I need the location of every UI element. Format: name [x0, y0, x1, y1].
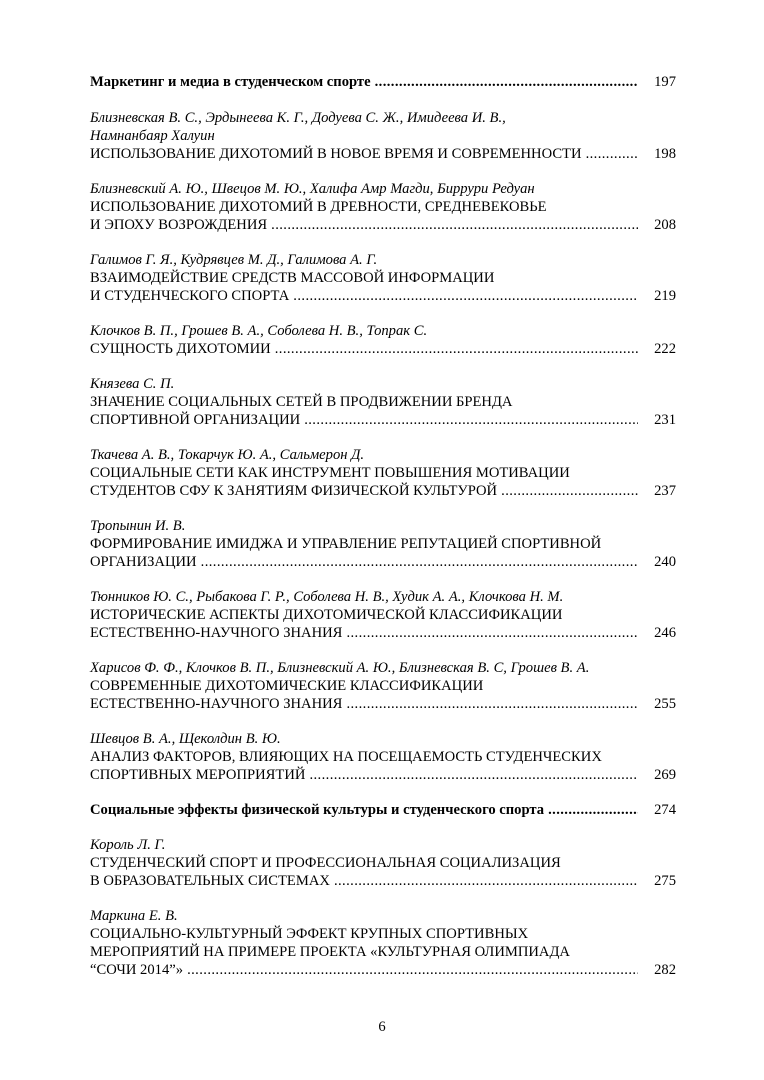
- toc-page-number: 219: [654, 288, 676, 304]
- toc-article-title: СПОРТИВНЫХ МЕРОПРИЯТИЙ .....: [90, 765, 638, 785]
- toc-article-title: СОЦИАЛЬНО-КУЛЬТУРНЫЙ ЭФФЕКТ КРУПНЫХ СПОРТИВНЫХ: [90, 926, 529, 942]
- toc-authors: Король Л. Г.: [90, 837, 166, 853]
- toc-authors: Харисов Ф. Ф., Клочков В. П., Близневский А. Ю., Близневская В. С, Грошев В. А.: [90, 660, 590, 676]
- toc-article-title: “СОЧИ 2014”» .....: [90, 960, 638, 980]
- toc-article-title: СОВРЕМЕННЫЕ ДИХОТОМИЧЕСКИЕ КЛАССИФИКАЦИИ: [90, 678, 484, 694]
- toc-authors: Тюнников Ю. С., Рыбакова Г. Р., Соболева Н. В., Худик А. А., Клочкова Н. М.: [90, 589, 564, 605]
- toc-authors: Тропынин И. В.: [90, 518, 186, 534]
- toc-article-title: ЕСТЕСТВЕННО-НАУЧНОГО ЗНАНИЯ .....: [90, 623, 638, 643]
- toc-page-number: 240: [654, 554, 676, 570]
- toc-page-number: 237: [654, 483, 676, 499]
- toc-authors: Близневская В. С., Эрдынеева К. Г., Додуева С. Ж., Имидеева И. В.,: [90, 110, 506, 126]
- toc-article-title: ЗНАЧЕНИЕ СОЦИАЛЬНЫХ СЕТЕЙ В ПРОДВИЖЕНИИ БРЕНДА: [90, 394, 513, 410]
- toc-section-title: Маркетинг и медиа в студенческом спорте .....: [90, 72, 638, 92]
- toc-page: [90, 0, 676, 1080]
- toc-article-title: СТУДЕНТОВ СФУ К ЗАНЯТИЯМ ФИЗИЧЕСКОЙ КУЛЬТУРОЙ .....: [90, 481, 638, 501]
- toc-article-title: ИСТОРИЧЕСКИЕ АСПЕКТЫ ДИХОТОМИЧЕСКОЙ КЛАССИФИКАЦИИ: [90, 607, 563, 623]
- toc-authors: Клочков В. П., Грошев В. А., Соболева Н. В., Топрак С.: [90, 323, 428, 339]
- toc-authors: Маркина Е. В.: [90, 908, 178, 924]
- toc-article-title: СТУДЕНЧЕСКИЙ СПОРТ И ПРОФЕССИОНАЛЬНАЯ СОЦИАЛИЗАЦИЯ: [90, 855, 561, 871]
- toc-article-title: СУЩНОСТЬ ДИХОТОМИИ .....: [90, 339, 638, 359]
- toc-article-title: МЕРОПРИЯТИЙ НА ПРИМЕРЕ ПРОЕКТА «КУЛЬТУРНАЯ ОЛИМПИАДА: [90, 944, 570, 960]
- toc-page-number: 208: [654, 217, 676, 233]
- toc-article-title: ИСПОЛЬЗОВАНИЕ ДИХОТОМИЙ В ДРЕВНОСТИ, СРЕДНЕВЕКОВЬЕ: [90, 199, 547, 215]
- toc-authors: Галимов Г. Я., Кудрявцев М. Д., Галимова А. Г.: [90, 252, 378, 268]
- toc-article-title: СОЦИАЛЬНЫЕ СЕТИ КАК ИНСТРУМЕНТ ПОВЫШЕНИЯ МОТИВАЦИИ: [90, 465, 570, 481]
- toc-section-title: Социальные эффекты физической культуры и студенческого спорта .....: [90, 800, 638, 820]
- toc-authors: Ткачева А. В., Токарчук Ю. А., Сальмерон Д.: [90, 447, 365, 463]
- toc-article-title: В ОБРАЗОВАТЕЛЬНЫХ СИСТЕМАХ .....: [90, 871, 638, 891]
- toc-page-number: 274: [654, 802, 676, 818]
- toc-article-title: АНАЛИЗ ФАКТОРОВ, ВЛИЯЮЩИХ НА ПОСЕЩАЕМОСТЬ СТУДЕНЧЕСКИХ: [90, 749, 602, 765]
- toc-page-number: 198: [654, 146, 676, 162]
- toc-page-number: 222: [654, 341, 676, 357]
- toc-authors: Близневский А. Ю., Швецов М. Ю., Халифа Амр Магди, Биррури Редуан: [90, 181, 535, 197]
- toc-page-number: 231: [654, 412, 676, 428]
- toc-article-title: И СТУДЕНЧЕСКОГО СПОРТА .....: [90, 286, 638, 306]
- toc-page-number: 246: [654, 625, 676, 641]
- toc-article-title: ФОРМИРОВАНИЕ ИМИДЖА И УПРАВЛЕНИЕ РЕПУТАЦИЕЙ СПОРТИВНОЙ: [90, 536, 602, 552]
- toc-article-title: ОРГАНИЗАЦИИ .....: [90, 552, 638, 572]
- toc-authors: Намнанбаяр Халуин: [90, 128, 215, 144]
- toc-authors: Шевцов В. А., Щеколдин В. Ю.: [90, 731, 281, 747]
- toc-page-number: 197: [654, 74, 676, 90]
- toc-article-title: ЕСТЕСТВЕННО-НАУЧНОГО ЗНАНИЯ .....: [90, 694, 638, 714]
- page-footer-number: 6: [378, 1019, 386, 1035]
- toc-article-title: СПОРТИВНОЙ ОРГАНИЗАЦИИ .....: [90, 410, 638, 430]
- toc-page-number: 269: [654, 767, 676, 783]
- toc-article-title: И ЭПОХУ ВОЗРОЖДЕНИЯ .....: [90, 215, 638, 235]
- toc-page-number: 282: [654, 962, 676, 978]
- toc-article-title: ИСПОЛЬЗОВАНИЕ ДИХОТОМИЙ В НОВОЕ ВРЕМЯ И СОВРЕМЕННОСТИ .....: [90, 144, 638, 164]
- toc-page-number: 275: [654, 873, 676, 889]
- toc-article-title: ВЗАИМОДЕЙСТВИЕ СРЕДСТВ МАССОВОЙ ИНФОРМАЦИИ: [90, 270, 495, 286]
- toc-authors: Князева С. П.: [90, 376, 175, 392]
- toc-page-number: 255: [654, 696, 676, 712]
